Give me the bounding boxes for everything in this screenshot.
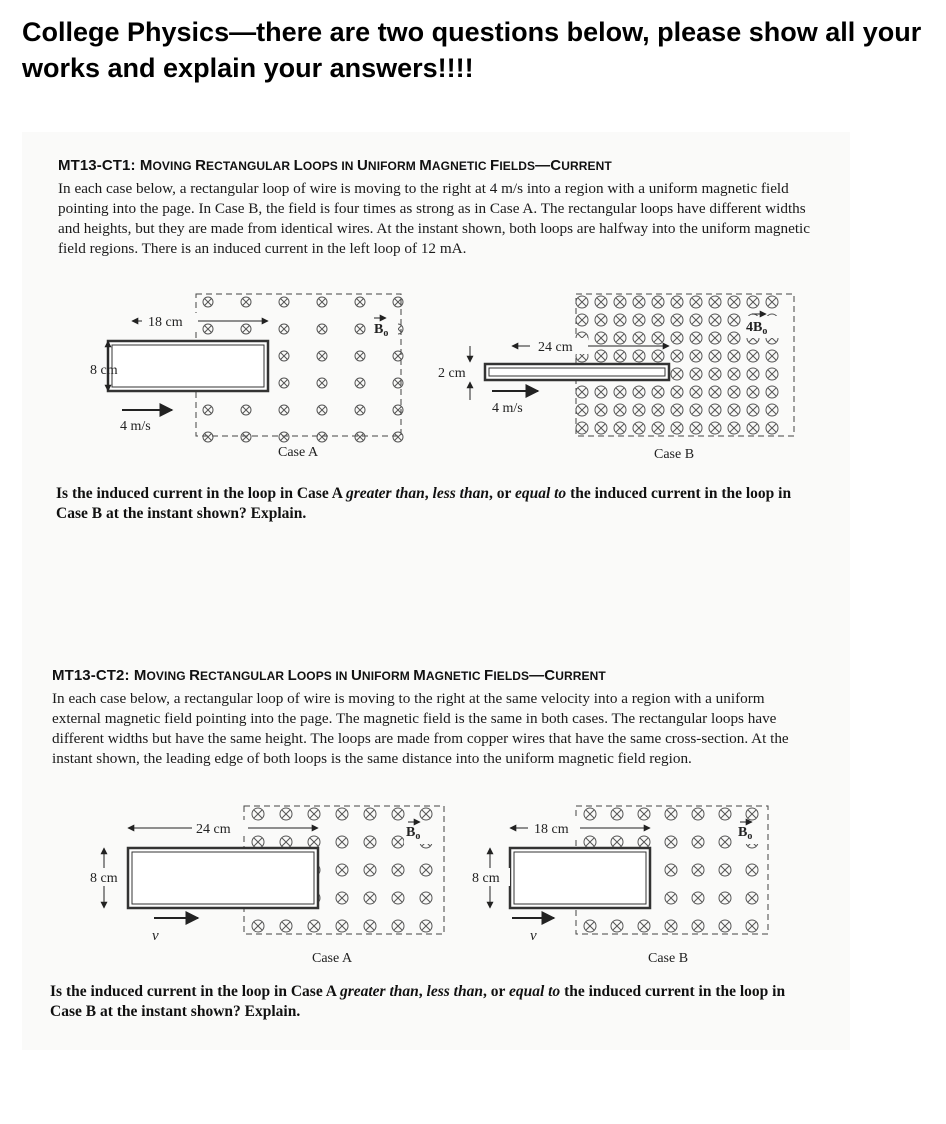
field-into-page-symbol — [279, 405, 289, 415]
field-into-page-symbol — [364, 836, 376, 848]
field-into-page-symbol — [766, 422, 778, 434]
q1-b-width-label: 24 cm — [538, 340, 573, 355]
field-into-page-symbol — [692, 864, 704, 876]
field-into-page-symbol — [279, 378, 289, 388]
field-into-page-symbol — [614, 332, 626, 344]
field-into-page-symbol — [392, 892, 404, 904]
field-into-page-symbol — [420, 920, 432, 932]
field-into-page-symbol — [690, 332, 702, 344]
field-into-page-symbol — [633, 350, 645, 362]
field-into-page-symbol — [576, 422, 588, 434]
field-into-page-symbol — [652, 386, 664, 398]
field-into-page-symbol — [671, 350, 683, 362]
q1-title: MOVING RECTANGULAR LOOPS IN UNIFORM MAGNETIC FIELDS—CURRENT — [139, 157, 612, 174]
q2-a-case-label: Case A — [312, 951, 353, 966]
field-into-page-symbol — [766, 368, 778, 380]
field-into-page-symbol — [746, 864, 758, 876]
field-into-page-symbol — [317, 324, 327, 334]
field-into-page-symbol — [709, 332, 721, 344]
field-into-page-symbol — [576, 404, 588, 416]
field-into-page-symbol — [336, 864, 348, 876]
field-into-page-symbol — [576, 314, 588, 326]
field-into-page-symbol — [709, 314, 721, 326]
field-into-page-symbol — [279, 297, 289, 307]
q1-b-case-label: Case B — [654, 447, 695, 462]
field-into-page-symbol — [576, 296, 588, 308]
field-into-page-symbol — [614, 404, 626, 416]
field-into-page-symbol — [638, 920, 650, 932]
field-into-page-symbol — [336, 892, 348, 904]
field-into-page-symbol — [393, 351, 403, 361]
field-into-page-symbol — [692, 836, 704, 848]
field-into-page-symbol — [355, 351, 365, 361]
field-into-page-symbol — [308, 836, 320, 848]
field-into-page-symbol — [241, 297, 251, 307]
field-into-page-symbol — [317, 405, 327, 415]
q1-code: MT13-CT1: — [58, 157, 136, 174]
field-into-page-symbol — [671, 422, 683, 434]
field-into-page-symbol — [614, 350, 626, 362]
field-into-page-symbol — [420, 864, 432, 876]
field-into-page-symbol — [665, 920, 677, 932]
field-into-page-symbol — [665, 892, 677, 904]
field-into-page-symbol — [252, 836, 264, 848]
field-into-page-symbol — [766, 386, 778, 398]
field-into-page-symbol — [690, 314, 702, 326]
field-into-page-symbol — [638, 808, 650, 820]
field-into-page-symbol — [671, 332, 683, 344]
field-into-page-symbol — [690, 368, 702, 380]
field-into-page-symbol — [690, 404, 702, 416]
field-into-page-symbol — [203, 297, 213, 307]
field-into-page-symbol — [728, 386, 740, 398]
field-into-page-symbol — [728, 368, 740, 380]
field-into-page-symbol — [203, 324, 213, 334]
q2-b-field-label: $B_o$ — [738, 825, 753, 842]
q2-code: MT13-CT2: — [52, 667, 130, 684]
q2-heading — [52, 667, 606, 684]
field-into-page-symbol — [728, 296, 740, 308]
page-title: College Physics—there are two questions below, please show all your works and explain your answers!!!! — [22, 17, 922, 83]
field-into-page-symbol — [665, 836, 677, 848]
field-into-page-symbol — [280, 920, 292, 932]
field-into-page-symbol — [728, 332, 740, 344]
field-into-page-symbol — [692, 892, 704, 904]
q1-a-field-label: $B_o$ — [374, 322, 389, 339]
field-into-page-symbol — [595, 386, 607, 398]
q2-a-speed-label: v — [152, 928, 159, 944]
field-into-page-symbol — [633, 314, 645, 326]
field-into-page-symbol — [690, 422, 702, 434]
field-into-page-symbol — [671, 296, 683, 308]
field-into-page-symbol — [308, 920, 320, 932]
field-into-page-symbol — [665, 808, 677, 820]
q2-a-width-label: 24 cm — [196, 822, 231, 837]
field-into-page-symbol — [728, 404, 740, 416]
field-into-page-symbol — [690, 386, 702, 398]
field-into-page-symbol — [317, 297, 327, 307]
field-into-page-symbol — [364, 920, 376, 932]
field-into-page-symbol — [241, 405, 251, 415]
field-into-page-symbol — [633, 404, 645, 416]
field-into-page-symbol — [392, 920, 404, 932]
field-into-page-symbol — [611, 920, 623, 932]
field-into-page-symbol — [747, 386, 759, 398]
field-into-page-symbol — [308, 808, 320, 820]
field-into-page-symbol — [576, 386, 588, 398]
field-into-page-symbol — [747, 296, 759, 308]
q2-a-height-label: 8 cm — [90, 871, 118, 886]
field-into-page-symbol — [652, 350, 664, 362]
field-into-page-symbol — [766, 404, 778, 416]
field-into-page-symbol — [614, 422, 626, 434]
q2-title: MOVING RECTANGULAR LOOPS IN UNIFORM MAGNETIC FIELDS—CURRENT — [133, 667, 606, 684]
q2-description: In each case below, a rectangular loop of wire is moving to the right at the same velocity into a region with a uniform external magnetic field pointing into the page. The magnetic field is the same in both cases. The rectangular loops have different widths but have the same height. The loops are made from copper wires that have the same cross-section. At the instant shown, the leading edge of both loops is the same distance into the uniform magnetic field region. — [52, 690, 789, 767]
field-into-page-symbol — [611, 836, 623, 848]
field-into-page-symbol — [595, 314, 607, 326]
field-into-page-symbol — [317, 351, 327, 361]
q2-b-width-label: 18 cm — [534, 822, 569, 837]
field-into-page-symbol — [252, 920, 264, 932]
field-into-page-symbol — [746, 920, 758, 932]
field-into-page-symbol — [728, 350, 740, 362]
field-into-page-symbol — [317, 432, 327, 442]
field-into-page-symbol — [652, 422, 664, 434]
field-into-page-symbol — [252, 808, 264, 820]
field-into-page-symbol — [355, 405, 365, 415]
field-into-page-symbol — [633, 296, 645, 308]
field-into-page-symbol — [336, 920, 348, 932]
field-into-page-symbol — [279, 432, 289, 442]
field-into-page-symbol — [709, 350, 721, 362]
field-into-page-symbol — [709, 386, 721, 398]
field-into-page-symbol — [633, 386, 645, 398]
field-into-page-symbol — [719, 864, 731, 876]
field-into-page-symbol — [584, 920, 596, 932]
field-into-page-symbol — [355, 297, 365, 307]
q1-description: In each case below, a rectangular loop of wire is moving to the right at 4 m/s into a region with a uniform magnetic field pointing into the page. In Case B, the field is four times as strong as in Case A. The rectangular loops have different widths and heights, but they are made from identical wires. At the instant shown, both loops are halfway into the uniform magnetic field regions. There is an induced current in the left loop of 12 mA. — [58, 180, 811, 257]
field-into-page-symbol — [692, 920, 704, 932]
field-into-page-symbol — [355, 378, 365, 388]
field-into-page-symbol — [728, 314, 740, 326]
field-into-page-symbol — [652, 404, 664, 416]
field-into-page-symbol — [766, 350, 778, 362]
field-into-page-symbol — [633, 422, 645, 434]
field-into-page-symbol — [584, 836, 596, 848]
field-into-page-symbol — [392, 836, 404, 848]
field-into-page-symbol — [203, 405, 213, 415]
field-into-page-symbol — [280, 808, 292, 820]
field-into-page-symbol — [611, 808, 623, 820]
field-into-page-symbol — [665, 864, 677, 876]
field-into-page-symbol — [671, 404, 683, 416]
field-into-page-symbol — [355, 432, 365, 442]
field-into-page-symbol — [595, 404, 607, 416]
field-into-page-symbol — [709, 296, 721, 308]
field-into-page-symbol — [747, 368, 759, 380]
field-into-page-symbol — [633, 332, 645, 344]
field-into-page-symbol — [747, 350, 759, 362]
field-into-page-symbol — [690, 350, 702, 362]
field-into-page-symbol — [392, 864, 404, 876]
field-into-page-symbol — [595, 332, 607, 344]
q1-question: Is the induced current in the loop in Case A greater than, less than, or equal to the induced current in the loop in Case B at the instant shown? Explain. — [56, 485, 792, 522]
q2-b-height-label: 8 cm — [472, 871, 500, 886]
field-into-page-symbol — [336, 836, 348, 848]
field-into-page-symbol — [279, 351, 289, 361]
field-into-page-symbol — [364, 864, 376, 876]
field-into-page-symbol — [364, 892, 376, 904]
q2-b-case-label: Case B — [648, 951, 689, 966]
field-into-page-symbol — [766, 296, 778, 308]
field-into-page-symbol — [690, 296, 702, 308]
field-into-page-symbol — [671, 386, 683, 398]
field-into-page-symbol — [746, 892, 758, 904]
field-into-page-symbol — [709, 422, 721, 434]
field-into-page-symbol — [746, 808, 758, 820]
q2-b-speed-label: v — [530, 928, 537, 944]
field-into-page-symbol — [728, 422, 740, 434]
field-into-page-symbol — [614, 314, 626, 326]
field-into-page-symbol — [420, 808, 432, 820]
field-into-page-symbol — [652, 332, 664, 344]
field-into-page-symbol — [241, 324, 251, 334]
field-into-page-symbol — [595, 350, 607, 362]
field-into-page-symbol — [279, 324, 289, 334]
field-into-page-symbol — [393, 432, 403, 442]
field-into-page-symbol — [747, 422, 759, 434]
field-into-page-symbol — [364, 808, 376, 820]
field-into-page-symbol — [317, 378, 327, 388]
field-into-page-symbol — [614, 296, 626, 308]
field-into-page-symbol — [336, 808, 348, 820]
field-into-page-symbol — [719, 920, 731, 932]
q1-b-speed-label: 4 m/s — [492, 401, 523, 416]
q1-heading — [58, 157, 612, 174]
q1-a-width-label: 18 cm — [148, 315, 183, 330]
field-into-page-symbol — [638, 836, 650, 848]
q1-a-speed-label: 4 m/s — [120, 419, 151, 434]
field-into-page-symbol — [652, 296, 664, 308]
q1-a-case-label: Case A — [278, 445, 319, 460]
field-into-page-symbol — [747, 404, 759, 416]
field-into-page-symbol — [692, 808, 704, 820]
field-into-page-symbol — [671, 314, 683, 326]
field-into-page-symbol — [595, 296, 607, 308]
field-into-page-symbol — [614, 386, 626, 398]
q2-a-field-label: $B_o$ — [406, 825, 421, 842]
q2-question: Is the induced current in the loop in Case A greater than, less than, or equal to the induced current in the loop in Case B at the instant shown? Explain. — [50, 983, 786, 1020]
field-into-page-symbol — [709, 368, 721, 380]
q1-figure — [80, 288, 820, 463]
field-into-page-symbol — [584, 808, 596, 820]
q1-a-height-label: 8 cm — [90, 363, 118, 378]
field-into-page-symbol — [392, 808, 404, 820]
field-into-page-symbol — [241, 432, 251, 442]
field-into-page-symbol — [355, 324, 365, 334]
field-into-page-symbol — [280, 836, 292, 848]
field-into-page-symbol — [719, 808, 731, 820]
field-into-page-symbol — [595, 422, 607, 434]
field-into-page-symbol — [709, 404, 721, 416]
field-into-page-symbol — [719, 892, 731, 904]
field-into-page-symbol — [719, 836, 731, 848]
q2-figure — [80, 800, 790, 970]
field-into-page-symbol — [203, 432, 213, 442]
field-into-page-symbol — [671, 368, 683, 380]
q1-b-field-label: $4B_o$ — [746, 320, 768, 337]
q1-b-height-label: 2 cm — [438, 366, 466, 381]
field-into-page-symbol — [420, 892, 432, 904]
field-into-page-symbol — [652, 314, 664, 326]
